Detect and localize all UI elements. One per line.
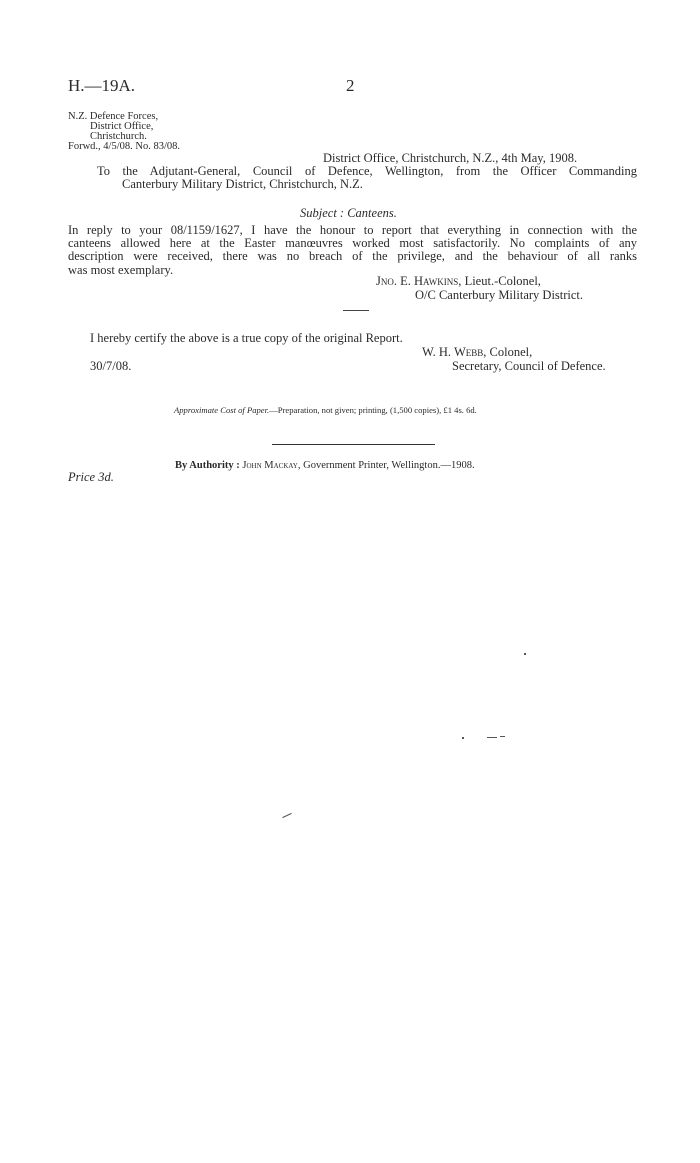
imprint-printer-name: John Mackay,: [242, 460, 301, 471]
page-number: 2: [346, 76, 355, 95]
forwarding-line-3: Christchurch.: [90, 131, 147, 142]
forwarding-line-1: N.Z. Defence Forces,: [68, 111, 159, 122]
letter-signer-title: O/C Canterbury Military District.: [415, 288, 584, 302]
scan-speck: [462, 737, 464, 739]
imprint-authority-label: By Authority :: [175, 460, 240, 471]
letter-signer-rank: Lieut.-Colonel,: [464, 274, 541, 288]
letter-address-line-2: Canterbury Military District, Christchurch, N.Z.: [122, 177, 363, 191]
letter-subject: [300, 206, 397, 220]
document-reference: H.—19A.: [68, 76, 136, 95]
scan-speck: [282, 813, 291, 818]
certification-statement: I hereby certify the above is a true copy of the original Report.: [90, 331, 403, 345]
cost-note: [174, 405, 477, 415]
scan-speck: [500, 736, 505, 737]
paragraph-line-1: In reply to your 08/1159/1627, I have the honour to report that everything in connection with the: [68, 223, 637, 237]
scan-speck: [524, 653, 526, 655]
paragraph-line-4: was most exemplary.: [68, 263, 174, 277]
certification-date: 30/7/08.: [90, 359, 132, 373]
letter-signer-name: Jno. E. Hawkins,: [376, 274, 462, 288]
subject-label: Subject :: [300, 206, 345, 220]
cost-note-text: —Preparation, not given; printing, (1,500 copies), £1 4s. 6d.: [269, 405, 477, 415]
paragraph-line-3: description were received, there was no breach of the privilege, and the behaviour of all ranks: [68, 249, 637, 263]
forwarding-line-2: District Office,: [90, 121, 154, 132]
letter-dateline: District Office, Christchurch, N.Z., 4th May, 1908.: [323, 151, 578, 165]
certification-signer: [422, 345, 532, 359]
certification-signer-rank: Colonel,: [489, 345, 533, 359]
imprint-printer-rest: Government Printer, Wellington.—1908.: [303, 460, 475, 471]
price: Price 3d.: [68, 470, 114, 484]
letter-signer: [376, 274, 541, 288]
cost-note-label: Approximate Cost of Paper.: [174, 405, 270, 415]
letter-address-line-1: To the Adjutant-General, Council of Defence, Wellington, from the Officer Commanding: [97, 164, 637, 178]
certification-signer-title: Secretary, Council of Defence.: [452, 359, 606, 373]
certification-signer-name: W. H. Webb,: [422, 345, 487, 359]
subject-value: Canteens.: [347, 206, 397, 220]
section-divider: [343, 310, 369, 311]
paragraph-line-2: canteens allowed here at the Easter manœuvres worked most satisfactorily. No complaints of any: [68, 236, 637, 250]
forwarding-line-4: Forwd., 4/5/08. No. 83/08.: [68, 141, 181, 152]
scan-speck: [487, 737, 497, 738]
imprint: [175, 460, 475, 471]
imprint-rule: [272, 444, 435, 445]
